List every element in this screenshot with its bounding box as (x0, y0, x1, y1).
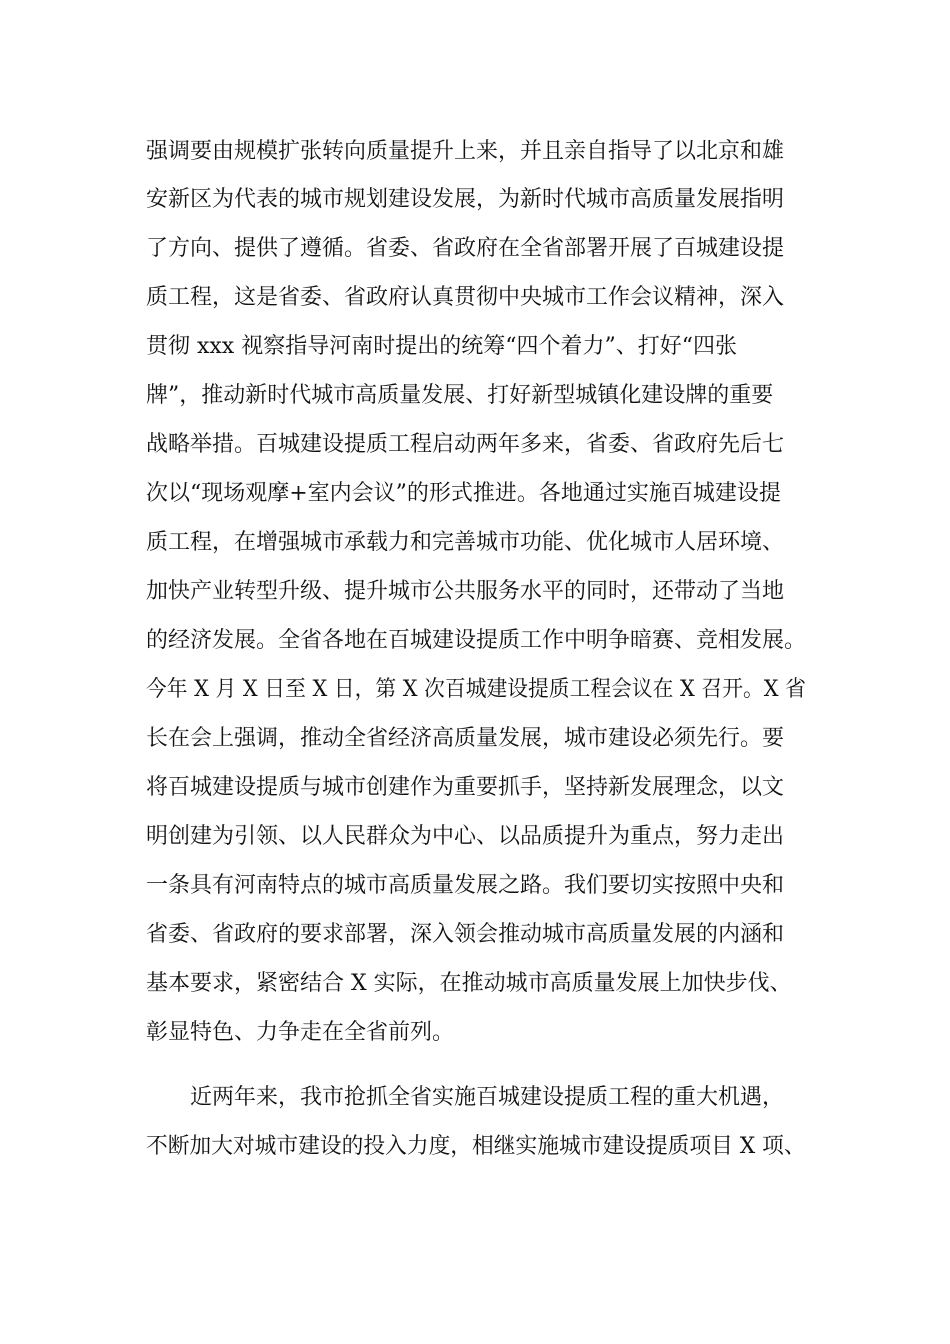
text-line: 一条具有河南特点的城市高质量发展之路。我们要切实按照中央和 (146, 873, 785, 898)
text-line: 不断加大对城市建设的投入力度，相继实施城市建设提质项目 X 项、 (146, 1134, 806, 1159)
text-line: 加快产业转型升级、提升城市公共服务水平的同时，还带动了当地 (146, 579, 785, 604)
text-line: 长在会上强调，推动全省经济高质量发展，城市建设必须先行。要 (146, 726, 785, 751)
text-line: 的经济发展。全省各地在百城建设提质工作中明争暗赛、竞相发展。 (146, 628, 807, 653)
text-line: 今年 X 月 X 日至 X 日，第 X 次百城建设提质工程会议在 X 召开。X 省 (146, 677, 806, 702)
text-line: 将百城建设提质与城市创建作为重要抓手，坚持新发展理念，以文 (146, 775, 785, 800)
text-line: 安新区为代表的城市规划建设发展，为新时代城市高质量发展指明 (146, 187, 785, 212)
text-line: 战略举措。百城建设提质工程启动两年多来，省委、省政府先后七 (146, 432, 785, 457)
text-line: 省委、省政府的要求部署，深入领会推动城市高质量发展的内涵和 (146, 922, 785, 947)
text-line: 次以“现场观摩+室内会议”的形式推进。各地通过实施百城建设提 (146, 481, 781, 506)
text-line: 明创建为引领、以人民群众为中心、以品质提升为重点，努力走出 (146, 824, 785, 849)
text-line: 质工程，这是省委、省政府认真贯彻中央城市工作会议精神，深入 (146, 285, 785, 310)
text-line: 强调要由规模扩张转向质量提升上来，并且亲自指导了以北京和雄 (146, 139, 785, 164)
text-line: 贯彻 xxx 视察指导河南时提出的统筹“四个着力”、打好“四张 (146, 334, 737, 359)
text-line: 彰显特色、力争走在全省前列。 (146, 1020, 455, 1045)
text-line: 近两年来，我市抢抓全省实施百城建设提质工程的重大机遇， (190, 1085, 785, 1110)
text-line: 牌”，推动新时代城市高质量发展、打好新型城镇化建设牌的重要 (146, 383, 774, 408)
text-line: 基本要求，紧密结合 X 实际，在推动城市高质量发展上加快步伐、 (146, 971, 792, 996)
text-line: 了方向、提供了遵循。省委、省政府在全省部署开展了百城建设提 (146, 236, 785, 261)
text-line: 质工程，在增强城市承载力和完善城市功能、优化城市人居环境、 (146, 530, 785, 555)
